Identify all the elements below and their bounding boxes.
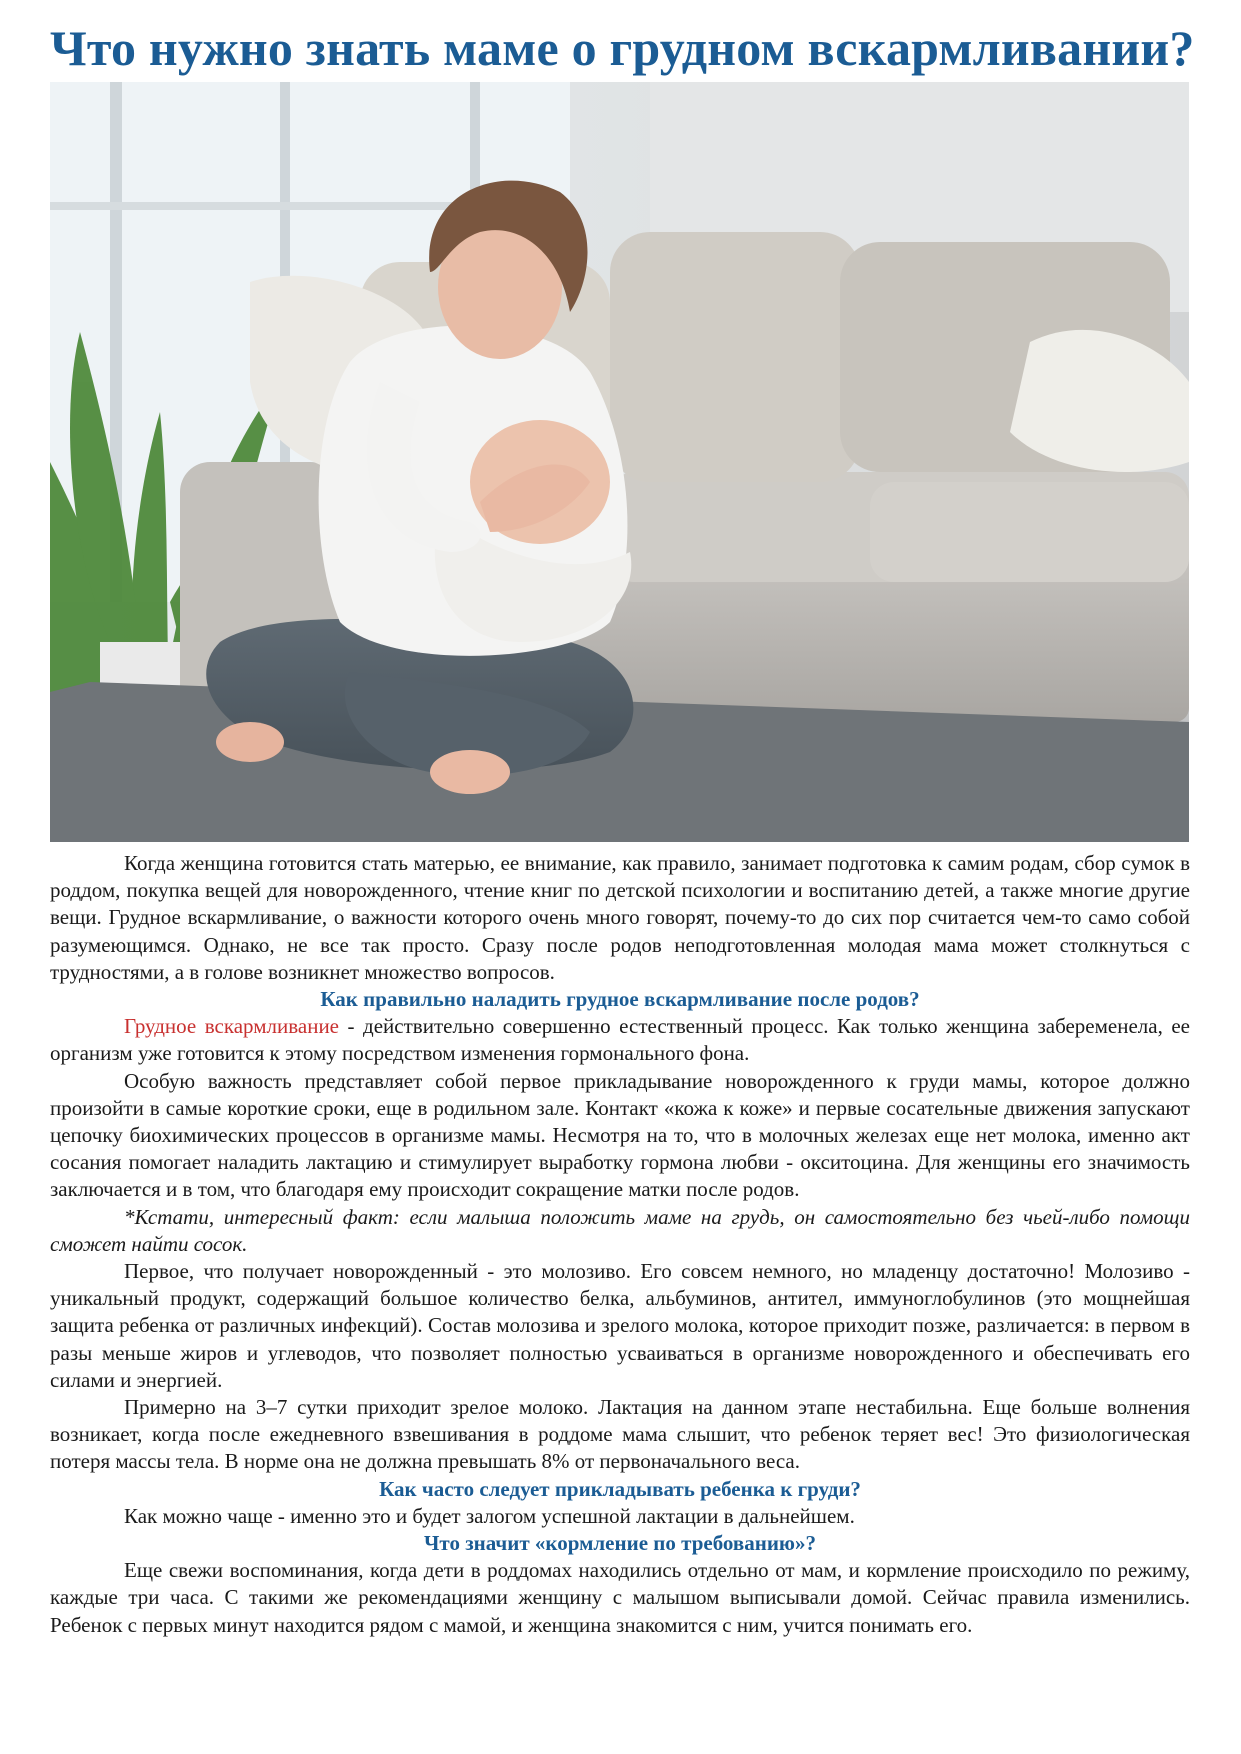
paragraph-on-demand: Еще свежи воспоминания, когда дети в роддомах находились отдельно от мам, и кормление происходило по режиму, каждые три часа. С такими же рекомендациями женщину с малышом выписывали домой. Сейчас правила изменились. Ребенок с первых минут находится рядом с мамой, и женщина знакомится с ним, учится понимать его.	[50, 1558, 1190, 1637]
section-heading-on-demand: Что значит «кормление по требованию»?	[424, 1531, 816, 1556]
paragraph-natural-process	[50, 1013, 1190, 1067]
page-title: Что нужно знать маме о грудном вскармливании?	[50, 20, 1195, 76]
highlighted-term: Грудное вскармливание	[124, 1014, 340, 1039]
article-body	[50, 850, 1190, 1639]
paragraph-natural-process-text: - действительно совершенно естественный процесс. Как только женщина забеременела, ее организм уже готовится к этому посредством изменения гормонального фона.	[50, 1014, 1191, 1066]
fact-note: *Кстати, интересный факт: если малыша положить маме на грудь, он самостоятельно без чьей-либо помощи сможет найти сосок.	[50, 1204, 1190, 1256]
intro-paragraph: Когда женщина готовится стать матерью, ее внимание, как правило, занимает подготовка к самим родам, сбор сумок в роддом, покупка вещей для новорожденного, чтение книг по детской психологии и воспитанию детей, а также многие другие вещи. Грудное вскармливание, о важности которого очень много говорят, почему-то до сих пор считается чем-то само собой разумеющимся. Однако, не все так просто. Сразу после родов неподготовленная молодая мама может столкнуться с трудностями, а в голове возникнет множество вопросов.	[50, 851, 1190, 984]
paragraph-colostrum: Первое, что получает новорожденный - это молозиво. Его совсем немного, но младенцу достаточно! Молозиво - уникальный продукт, содержащий большое количество белка, альбуминов, антител, иммуноглобулинов (это мощнейшая защита ребенка от различных инфекций). Состав молозива и зрелого молока, которое приходит позже, различается: в первом в разы меньше жиров и углеводов, что позволяет полностью усваиваться в организме новорожденного и обеспечивать его силами и энергией.	[50, 1259, 1190, 1392]
paragraph-mature-milk: Примерно на 3–7 сутки приходит зрелое молоко. Лактация на данном этапе нестабильна. Еще больше волнения возникает, когда после ежедневного взвешивания в роддоме мама слышит, что ребенок теряет вес! Это физиологическая потеря массы тела. В норме она не должна превышать 8% от первоначального веса.	[50, 1395, 1190, 1474]
mother-breastfeeding-photo	[50, 82, 1189, 842]
section-heading-setup: Как правильно наладить грудное вскармливание после родов?	[320, 987, 920, 1012]
section-heading-frequency: Как часто следует прикладывать ребенка к груди?	[379, 1476, 861, 1501]
photo-illustration	[50, 82, 1189, 842]
paragraph-frequency: Как можно чаще - именно это и будет залогом успешной лактации в дальнейшем.	[124, 1503, 855, 1528]
paragraph-first-latch: Особую важность представляет собой первое прикладывание новорожденного к груди мамы, которое должно произойти в самые короткие сроки, еще в родильном зале. Контакт «кожа к коже» и первые сосательные движения запускают цепочку биохимических процессов в организме мамы. Несмотря на то, что в молочных железах еще нет молока, именно акт сосания помогает наладить лактацию и стимулирует выработку гормона любви - окситоцина. Для женщины его значимость заключается и в том, что благодаря ему происходит сокращение матки после родов.	[50, 1068, 1190, 1202]
